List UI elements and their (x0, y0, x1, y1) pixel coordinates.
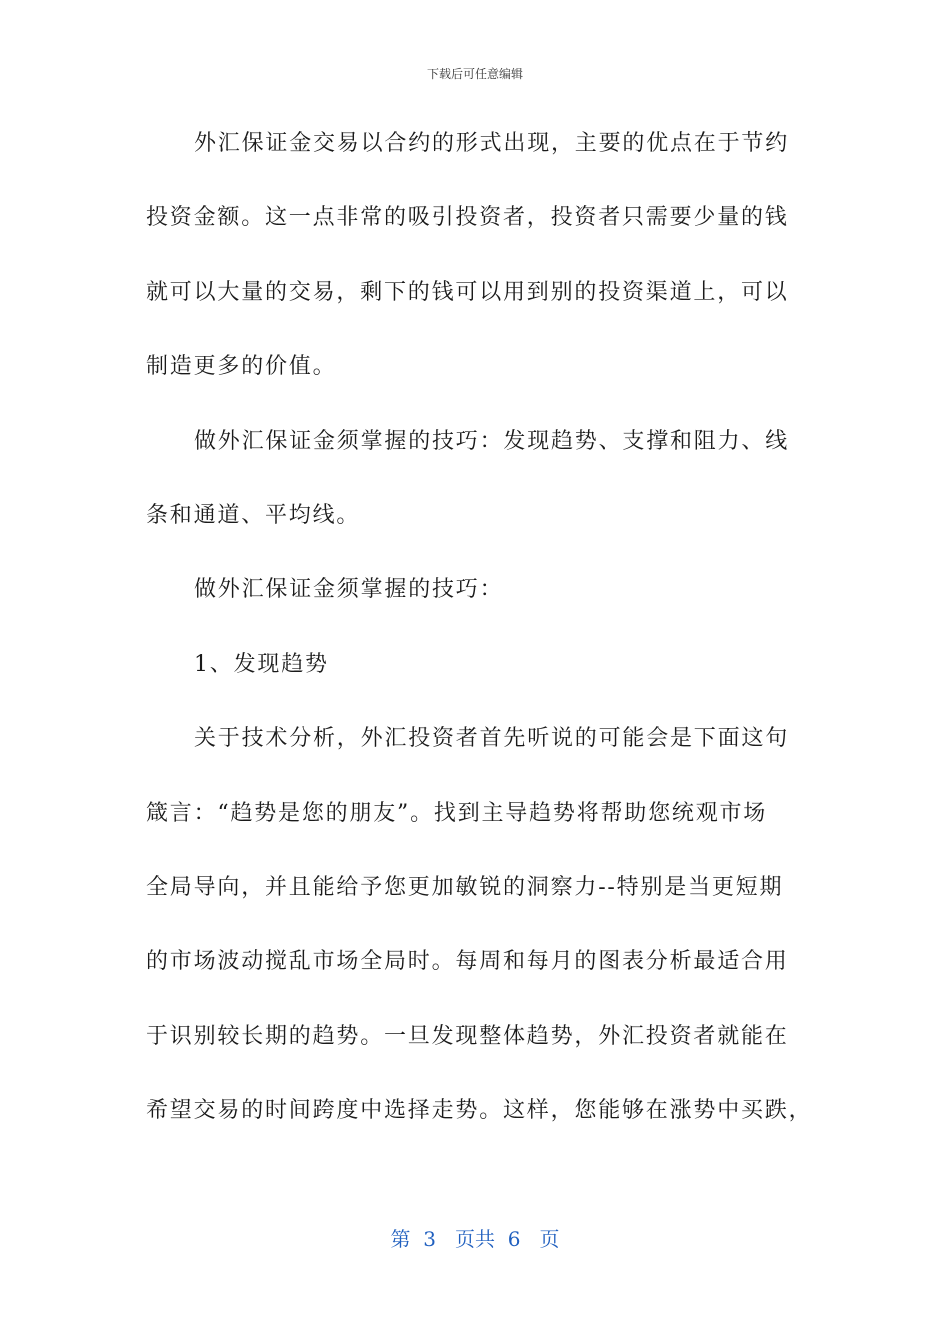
paragraph-line: 条和通道、平均线。 (146, 502, 361, 528)
page-header: 下载后可任意编辑 (426, 67, 523, 81)
page-label-prefix: 第 (390, 1227, 411, 1251)
page-label-middle: 页共 (455, 1227, 495, 1251)
page-footer (0, 1225, 950, 1253)
paragraph-line: 关于技术分析，外汇投资者首先听说的可能会是下面这句 (194, 726, 790, 752)
document-body (146, 122, 813, 1163)
current-page-number: 3 (423, 1227, 436, 1251)
paragraph-line: 做外汇保证金须掌握的技巧：发现趋势、支撑和阻力、线 (194, 428, 790, 454)
page-label-suffix: 页 (539, 1227, 560, 1251)
paragraph-line: 做外汇保证金须掌握的技巧： (194, 577, 504, 603)
paragraph-line: 箴言：“趋势是您的朋友”。找到主导趋势将帮助您统观市场 (146, 800, 768, 826)
section-heading: 1、发现趋势 (194, 651, 329, 677)
paragraph-line: 全局导向，并且能给予您更加敏锐的洞察力--特别是当更短期 (146, 874, 784, 900)
paragraph-line: 制造更多的价值。 (146, 354, 337, 380)
total-pages-number: 6 (507, 1227, 521, 1251)
paragraph-line: 就可以大量的交易，剩下的钱可以用到别的投资渠道上，可以 (146, 279, 789, 305)
paragraph-line: 的市场波动搅乱市场全局时。每周和每月的图表分析最适合用 (146, 949, 789, 975)
paragraph-line: 投资金额。这一点非常的吸引投资者，投资者只需要少量的钱 (146, 205, 789, 231)
paragraph-line: 外汇保证金交易以合约的形式出现，主要的优点在于节约 (194, 131, 790, 156)
paragraph-line: 于识别较长期的趋势。一旦发现整体趋势，外汇投资者就能在 (146, 1023, 789, 1049)
paragraph-line: 希望交易的时间跨度中选择走势。这样，您能够在涨势中买跌， (146, 1098, 813, 1124)
